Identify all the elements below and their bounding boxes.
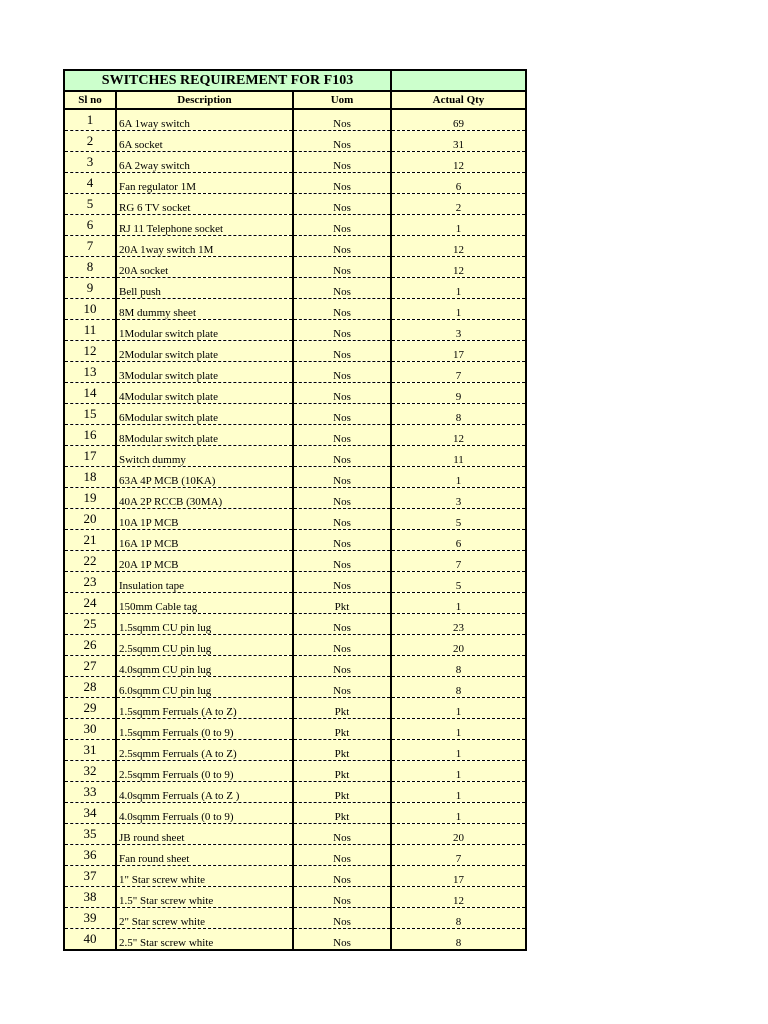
description-cell[interactable]: 20A 1way switch 1M [116, 236, 293, 257]
description-cell[interactable]: 150mm Cable tag [116, 593, 293, 614]
header-actual-qty[interactable]: Actual Qty [391, 91, 526, 109]
header-description[interactable]: Description [116, 91, 293, 109]
description-cell[interactable]: 4.0sqmm Ferruals (0 to 9) [116, 803, 293, 824]
table-row [64, 866, 526, 887]
description-cell[interactable]: 2Modular switch plate [116, 341, 293, 362]
table-row [64, 194, 526, 215]
uom-cell[interactable]: Pkt [293, 761, 391, 782]
uom-cell[interactable]: Nos [293, 109, 391, 131]
description-cell[interactable]: 1.5sqmm CU pin lug [116, 614, 293, 635]
table-row [64, 740, 526, 761]
table-row [64, 614, 526, 635]
sl-cell[interactable]: 12 [64, 341, 116, 362]
header-row [64, 91, 526, 109]
uom-cell[interactable]: Nos [293, 908, 391, 929]
sl-cell[interactable]: 36 [64, 845, 116, 866]
uom-cell[interactable]: Nos [293, 257, 391, 278]
qty-cell[interactable]: 11 [391, 446, 526, 467]
uom-cell[interactable]: Nos [293, 824, 391, 845]
uom-cell[interactable]: Nos [293, 488, 391, 509]
description-cell[interactable]: 6A socket [116, 131, 293, 152]
sl-cell[interactable]: 37 [64, 866, 116, 887]
sl-cell[interactable]: 6 [64, 215, 116, 236]
table-row [64, 173, 526, 194]
sl-cell[interactable]: 23 [64, 572, 116, 593]
description-cell[interactable]: 3Modular switch plate [116, 362, 293, 383]
table-row [64, 488, 526, 509]
title-row [64, 70, 526, 91]
uom-cell[interactable]: Pkt [293, 782, 391, 803]
qty-cell[interactable]: 1 [391, 299, 526, 320]
table-row [64, 803, 526, 824]
qty-cell[interactable]: 1 [391, 278, 526, 299]
description-cell[interactable]: 1Modular switch plate [116, 320, 293, 341]
uom-cell[interactable]: Nos [293, 194, 391, 215]
uom-cell[interactable]: Nos [293, 320, 391, 341]
qty-cell[interactable]: 3 [391, 320, 526, 341]
description-cell[interactable]: 16A 1P MCB [116, 530, 293, 551]
sl-cell[interactable]: 4 [64, 173, 116, 194]
header-uom[interactable]: Uom [293, 91, 391, 109]
sl-cell[interactable]: 25 [64, 614, 116, 635]
description-cell[interactable]: 4.0sqmm Ferruals (A to Z ) [116, 782, 293, 803]
qty-cell[interactable]: 6 [391, 530, 526, 551]
table-row [64, 677, 526, 698]
qty-cell[interactable]: 69 [391, 109, 526, 131]
sl-cell[interactable]: 7 [64, 236, 116, 257]
sl-cell[interactable]: 31 [64, 740, 116, 761]
description-cell[interactable]: 1.5sqmm Ferruals (0 to 9) [116, 719, 293, 740]
sl-cell[interactable]: 39 [64, 908, 116, 929]
sl-cell[interactable]: 8 [64, 257, 116, 278]
sl-cell[interactable]: 32 [64, 761, 116, 782]
sl-cell[interactable]: 24 [64, 593, 116, 614]
qty-cell[interactable]: 1 [391, 593, 526, 614]
description-cell[interactable]: 2.5sqmm Ferruals (0 to 9) [116, 761, 293, 782]
uom-cell[interactable]: Nos [293, 446, 391, 467]
qty-cell[interactable]: 5 [391, 572, 526, 593]
table-row [64, 404, 526, 425]
qty-cell[interactable]: 2 [391, 194, 526, 215]
description-cell[interactable]: Switch dummy [116, 446, 293, 467]
qty-cell[interactable]: 12 [391, 887, 526, 908]
description-cell[interactable]: 63A 4P MCB (10KA) [116, 467, 293, 488]
qty-cell[interactable]: 1 [391, 761, 526, 782]
table-row [64, 824, 526, 845]
qty-cell[interactable]: 20 [391, 635, 526, 656]
uom-cell[interactable]: Nos [293, 299, 391, 320]
uom-cell[interactable]: Nos [293, 509, 391, 530]
uom-cell[interactable]: Nos [293, 404, 391, 425]
uom-cell[interactable]: Pkt [293, 803, 391, 824]
qty-cell[interactable]: 1 [391, 803, 526, 824]
qty-cell[interactable]: 12 [391, 425, 526, 446]
table-body [64, 70, 526, 950]
sl-cell[interactable]: 3 [64, 152, 116, 173]
sl-cell[interactable]: 35 [64, 824, 116, 845]
uom-cell[interactable]: Nos [293, 278, 391, 299]
description-cell[interactable]: 8M dummy sheet [116, 299, 293, 320]
description-cell[interactable]: Bell push [116, 278, 293, 299]
description-cell[interactable]: 6Modular switch plate [116, 404, 293, 425]
description-cell[interactable]: 40A 2P RCCB (30MA) [116, 488, 293, 509]
table-row [64, 656, 526, 677]
sl-cell[interactable]: 20 [64, 509, 116, 530]
sl-cell[interactable]: 17 [64, 446, 116, 467]
uom-cell[interactable]: Nos [293, 383, 391, 404]
uom-cell[interactable]: Pkt [293, 740, 391, 761]
sl-cell[interactable]: 13 [64, 362, 116, 383]
qty-cell[interactable]: 1 [391, 215, 526, 236]
description-cell[interactable]: 6A 1way switch [116, 109, 293, 131]
description-cell[interactable]: 2.5" Star screw white [116, 929, 293, 951]
qty-cell[interactable]: 17 [391, 866, 526, 887]
table-row [64, 341, 526, 362]
description-cell[interactable]: 2.5sqmm Ferruals (A to Z) [116, 740, 293, 761]
table-row [64, 551, 526, 572]
qty-cell[interactable]: 23 [391, 614, 526, 635]
sl-cell[interactable]: 2 [64, 131, 116, 152]
title-extra-cell[interactable] [391, 70, 526, 91]
uom-cell[interactable]: Nos [293, 215, 391, 236]
description-cell[interactable]: 1.5" Star screw white [116, 887, 293, 908]
sl-cell[interactable]: 30 [64, 719, 116, 740]
qty-cell[interactable]: 12 [391, 257, 526, 278]
sl-cell[interactable]: 1 [64, 109, 116, 131]
table-row [64, 635, 526, 656]
table-row [64, 467, 526, 488]
table-row [64, 215, 526, 236]
table-row [64, 593, 526, 614]
uom-cell[interactable]: Pkt [293, 719, 391, 740]
sl-cell[interactable]: 29 [64, 698, 116, 719]
qty-cell[interactable]: 7 [391, 551, 526, 572]
table-row [64, 236, 526, 257]
description-cell[interactable]: 20A 1P MCB [116, 551, 293, 572]
description-cell[interactable]: Fan round sheet [116, 845, 293, 866]
table-row [64, 446, 526, 467]
uom-cell[interactable]: Nos [293, 845, 391, 866]
qty-cell[interactable]: 1 [391, 698, 526, 719]
qty-cell[interactable]: 8 [391, 656, 526, 677]
table-row [64, 572, 526, 593]
description-cell[interactable]: 20A socket [116, 257, 293, 278]
sl-cell[interactable]: 26 [64, 635, 116, 656]
uom-cell[interactable]: Nos [293, 152, 391, 173]
description-cell[interactable]: Insulation tape [116, 572, 293, 593]
qty-cell[interactable]: 1 [391, 782, 526, 803]
qty-cell[interactable]: 7 [391, 362, 526, 383]
qty-cell[interactable]: 8 [391, 677, 526, 698]
table-row [64, 278, 526, 299]
uom-cell[interactable]: Pkt [293, 593, 391, 614]
uom-cell[interactable]: Nos [293, 572, 391, 593]
table-row [64, 719, 526, 740]
description-cell[interactable]: RG 6 TV socket [116, 194, 293, 215]
description-cell[interactable]: 2" Star screw white [116, 908, 293, 929]
table-row [64, 299, 526, 320]
description-cell[interactable]: 1" Star screw white [116, 866, 293, 887]
table-row [64, 782, 526, 803]
uom-cell[interactable]: Nos [293, 929, 391, 951]
requirement-table [63, 69, 527, 951]
table-row [64, 530, 526, 551]
qty-cell[interactable]: 6 [391, 173, 526, 194]
uom-cell[interactable]: Nos [293, 530, 391, 551]
table-row [64, 698, 526, 719]
description-cell[interactable]: 6A 2way switch [116, 152, 293, 173]
qty-cell[interactable]: 20 [391, 824, 526, 845]
uom-cell[interactable]: Nos [293, 887, 391, 908]
sl-cell[interactable]: 33 [64, 782, 116, 803]
header-sl-no[interactable]: Sl no [64, 91, 116, 109]
qty-cell[interactable]: 8 [391, 929, 526, 951]
sl-cell[interactable]: 28 [64, 677, 116, 698]
table-row [64, 320, 526, 341]
sl-cell[interactable]: 19 [64, 488, 116, 509]
qty-cell[interactable]: 1 [391, 719, 526, 740]
uom-cell[interactable]: Nos [293, 425, 391, 446]
sl-cell[interactable]: 16 [64, 425, 116, 446]
qty-cell[interactable]: 8 [391, 404, 526, 425]
description-cell[interactable]: 1.5sqmm Ferruals (A to Z) [116, 698, 293, 719]
table-row [64, 109, 526, 131]
description-cell[interactable]: 10A 1P MCB [116, 509, 293, 530]
sl-cell[interactable]: 15 [64, 404, 116, 425]
table-row [64, 908, 526, 929]
sl-cell[interactable]: 21 [64, 530, 116, 551]
description-cell[interactable]: RJ 11 Telephone socket [116, 215, 293, 236]
uom-cell[interactable]: Nos [293, 635, 391, 656]
qty-cell[interactable]: 1 [391, 740, 526, 761]
table-row [64, 362, 526, 383]
uom-cell[interactable]: Pkt [293, 698, 391, 719]
qty-cell[interactable]: 17 [391, 341, 526, 362]
description-cell[interactable]: 2.5sqmm CU pin lug [116, 635, 293, 656]
sl-cell[interactable]: 9 [64, 278, 116, 299]
sl-cell[interactable]: 38 [64, 887, 116, 908]
sl-cell[interactable]: 14 [64, 383, 116, 404]
uom-cell[interactable]: Nos [293, 677, 391, 698]
sl-cell[interactable]: 22 [64, 551, 116, 572]
qty-cell[interactable]: 9 [391, 383, 526, 404]
description-cell[interactable]: 4Modular switch plate [116, 383, 293, 404]
sl-cell[interactable]: 18 [64, 467, 116, 488]
uom-cell[interactable]: Nos [293, 551, 391, 572]
sl-cell[interactable]: 40 [64, 929, 116, 951]
qty-cell[interactable]: 3 [391, 488, 526, 509]
uom-cell[interactable]: Nos [293, 656, 391, 677]
description-cell[interactable]: JB round sheet [116, 824, 293, 845]
sl-cell[interactable]: 10 [64, 299, 116, 320]
description-cell[interactable]: 6.0sqmm CU pin lug [116, 677, 293, 698]
table-row [64, 257, 526, 278]
table-row [64, 425, 526, 446]
sheet-title[interactable]: SWITCHES REQUIREMENT FOR F103 [64, 70, 391, 91]
qty-cell[interactable]: 31 [391, 131, 526, 152]
description-cell[interactable]: Fan regulator 1M [116, 173, 293, 194]
table-row [64, 152, 526, 173]
table-row [64, 383, 526, 404]
table-row [64, 887, 526, 908]
table-row [64, 761, 526, 782]
sl-cell[interactable]: 11 [64, 320, 116, 341]
uom-cell[interactable]: Nos [293, 467, 391, 488]
uom-cell[interactable]: Nos [293, 341, 391, 362]
table-row [64, 131, 526, 152]
sl-cell[interactable]: 34 [64, 803, 116, 824]
table-row [64, 845, 526, 866]
uom-cell[interactable]: Nos [293, 614, 391, 635]
uom-cell[interactable]: Nos [293, 173, 391, 194]
qty-cell[interactable]: 1 [391, 467, 526, 488]
description-cell[interactable]: 4.0sqmm CU pin lug [116, 656, 293, 677]
uom-cell[interactable]: Nos [293, 131, 391, 152]
qty-cell[interactable]: 12 [391, 236, 526, 257]
sl-cell[interactable]: 27 [64, 656, 116, 677]
uom-cell[interactable]: Nos [293, 362, 391, 383]
qty-cell[interactable]: 8 [391, 908, 526, 929]
sl-cell[interactable]: 5 [64, 194, 116, 215]
description-cell[interactable]: 8Modular switch plate [116, 425, 293, 446]
table-row [64, 509, 526, 530]
uom-cell[interactable]: Nos [293, 866, 391, 887]
qty-cell[interactable]: 7 [391, 845, 526, 866]
table-row [64, 929, 526, 951]
qty-cell[interactable]: 5 [391, 509, 526, 530]
qty-cell[interactable]: 12 [391, 152, 526, 173]
uom-cell[interactable]: Nos [293, 236, 391, 257]
